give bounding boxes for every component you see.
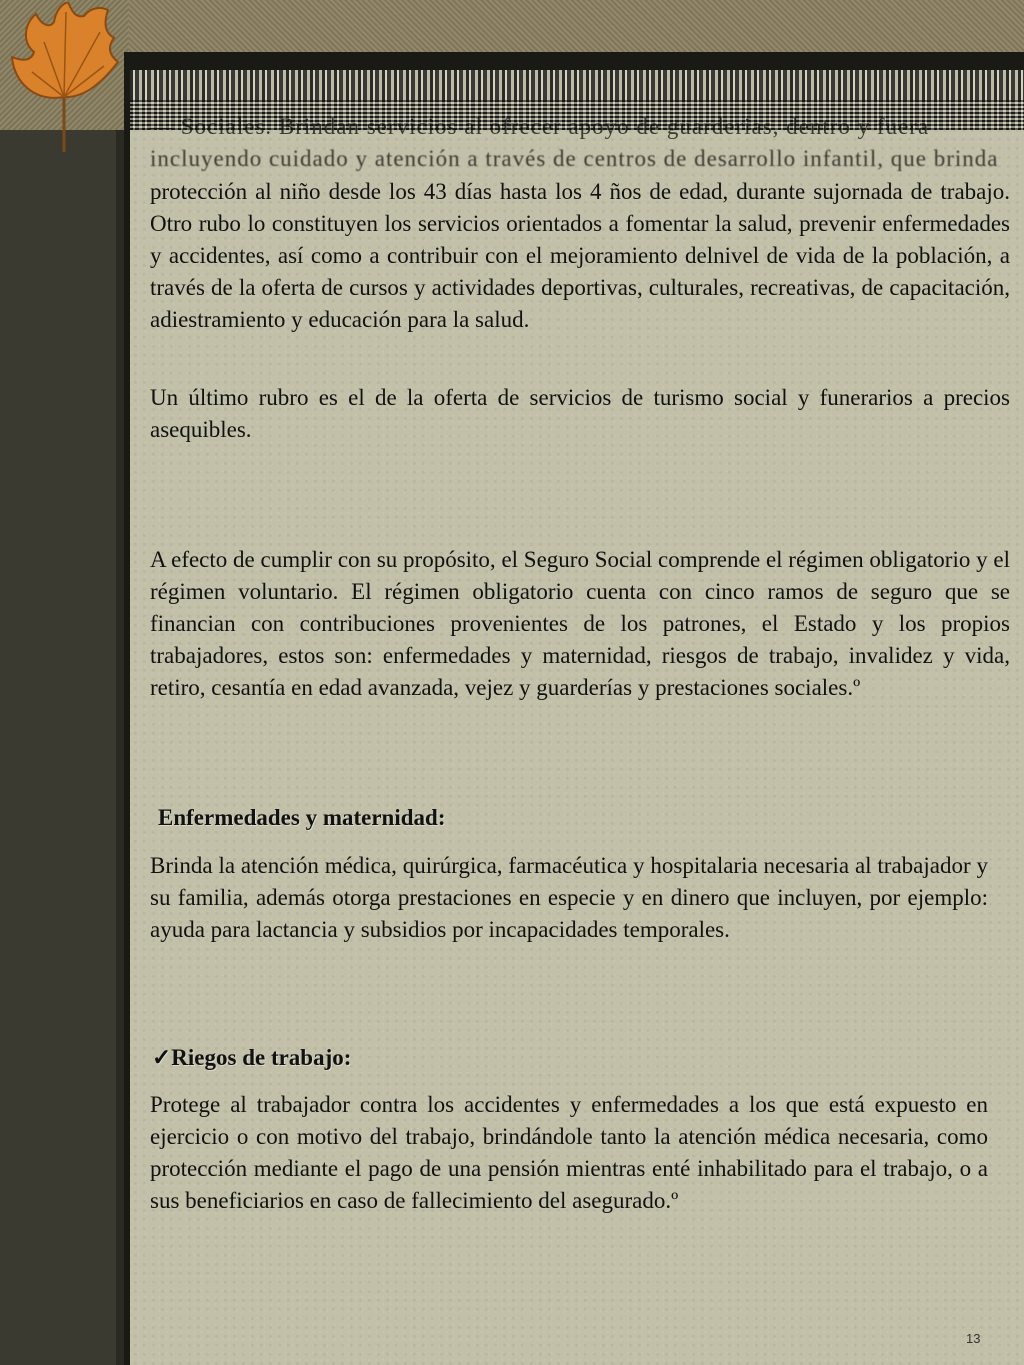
paragraph-riesgos: Protege al trabajador contra los accidentes y enfermedades a los que está expuesto en ejercicio o con motivo del trabajo, brindándole tanto la atención médica necesaria, como protección mediante el pago de una pensión mientras enté inhabilitado para el trabajo, o a sus beneficiarios en caso de fallecimiento del asegurado.º [150,1092,988,1213]
top-texture-band [0,0,1024,52]
paragraph-enfermedades: Brinda la atención médica, quirúrgica, farmacéutica y hospitalaria necesaria al trabajador y su familia, además otorga prestaciones en especie y en dinero que incluyen, por ejemplo: ayuda para lactancia y subsidios por incapacidades temporales. [150,853,988,942]
page-number: 13 [966,1331,981,1346]
checkmark-icon: ✓ [152,1045,172,1070]
left-dark-column [0,130,124,1365]
garbled-heading-line-2: incluyendo cuidado y atención a través de centros de desarrollo infantil, que brinda [150,146,999,171]
paragraph-turismo: Un último rubro es el de la oferta de servicios de turismo social y funerarios a precios asequibles. [150,385,1010,442]
garbled-heading-line-1: — Sociales. Brindan servicios al ofrecer apoyo de guarderias, dentro y fuera [150,114,930,139]
paragraph-guarderias: protección al niño desde los 43 días hasta los 4 ños de edad, durante sujornada de trabajo. Otro rubo lo constituyen los servicios orientados a fomentar la salud, prevenir enfermedades y accidentes, así como a contribuir con el mejoramiento delnivel de vida de la población, a través de la oferta de cursos y actividades deportivas, culturales, recreativas, de capacitación, adiestramiento y educación para la salud. [150,179,1010,332]
heading-riesgos-label: Riegos de trabajo: [171,1045,352,1070]
heading-enfermedades: Enfermedades y maternidad: [158,805,446,830]
heading-riesgos [152,1042,351,1074]
paragraph-regimen: A efecto de cumplir con su propósito, el Seguro Social comprende el régimen obligatorio y el régimen voluntario. El régimen obligatorio cuenta con cinco ramos de seguro que se financian con contribuciones provenientes de los patrones, el Estado y los propios trabajadores, estos son: enfermedades y maternidad, riesgos de trabajo, invalidez y vida, retiro, cesantía en edad avanzada, vejez y guarderías y prestaciones sociales.º [150,547,1010,700]
frame-top-border [124,52,1024,70]
autumn-leaf-icon [4,2,124,162]
garbled-heading-area [130,70,1024,178]
